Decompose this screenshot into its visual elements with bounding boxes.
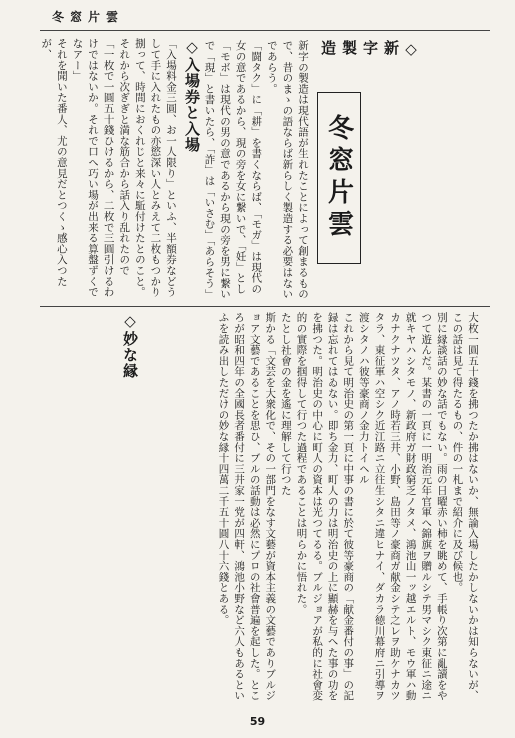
section-heading-ticket: ◇入場券と入場 — [183, 38, 201, 153]
article-title: 冬窓片雲 — [317, 92, 361, 264]
document-page: 冬窓片雲 冬窓片雲 ◇新字製造 新字の製造は現代語が生れたことによって創まるもので、昔のまゝの語ならば新らしく製造する必要はないであらう。 「闘タク」に「耕」を書くならば、「モガ」は現代の女の意であるから、現の旁を女に繋いで、「妊」とし「モボ」は現代の男の意であるから現の旁を男に繋いで「現」と書いたら、「詐」は「いさむ」「あらそう」 ◇入場券と入場 「入場料金三圓、お一人限り」といふ、半額券などうして手に入れたもの亦慾深い人とみえて二枚もつかり捌って、時間におくれじと来々に駈付けたとのこと。それから次ぎぎと満な筋合から話入り乱れたので 「一枚で一圓五十錢ひけるから、二枚で三圓引けるわけではないか。それで口へ巧い場が出来る算盤ずくでなアー」 それを聞いた番人、尤の意見だとつくゝ感心入つたが、 ◇妙な縁 大枚一圓五十錢を拂つたか拂はないか、無論入場したかしないかは知らないが、この話は見て得たるもの、件の一札まで紹介に及び候也。 別に縁談話の妙な話でもない。雨の日曜赤い柿を眺めて、手帳り次第に亂讀をやつて遊んだ。某書の一頁に一明治元年官軍へ錦旗ヲ贈ルシテ男マシク東征ニ途ニ就キヤハシタモノ、新政府ガ財政窮乏ノタメ、鴻池山一ッ越エルト、モウ軍ハ動カナクナツタ、アノ時若三井、小野、島田等ノ豪商ガ献金シテ之レヲ助ケナカツタラ、東征軍ハ空シク近江路ニ立往生シタニ違ヒナイ、ダカラ徳川幕府ニ引導ヲ渡シタノハ彼等豪商ノ金力トイヘル これから見て明治史の第一頁に中事の書に於て彼等豪商の「献金番付の事」の記録は忘れてはゐない。即ち金力、町人の力は明治史の上に顯赫を与へた事の功をを拂つた。明治史の中心に町人の資本は光つてるる。ブルジョアが私的に社會変的の實際を掴得して行つた過程であることは明らかに悟れた。 たとし社會の金を遙に理解して行つた 斯かる「文芸を大衆化で、その一部門をなす文藝が資本主義の文藝でありブルジョア文藝であることを思ひ、ブルの話動は必然にプロの社會普遍を起した。ところが昭和四年の全國長者番付に三井家一党が四軒、鴻池小野など六人もあるといふを読み出しただけの妙な縁十四萬二千五十圓八十六錢とある。 59 — [0, 0, 515, 738]
section-heading-strange-tie: ◇妙な縁 — [121, 312, 139, 379]
header-rule — [40, 30, 490, 31]
section-body-new-characters: 新字の製造は現代語が生れたことによって創まるもので、昔のまゝの語ならば新らしく製造する必要はないであらう。 「闘タク」に「耕」を書くならば、「モガ」は現代の女の意であるから、現の旁を女に繋いで、「妊」とし「モボ」は現代の男の意であるから現の旁を男に繋いで「現」と書いたら、「詐」は「いさむ」「あらそう」 — [203, 40, 309, 300]
section-body-ticket: 「入場料金三圓、お一人限り」といふ、半額券などうして手に入れたもの亦慾深い人とみえて二枚もつかり捌って、時間におくれじと来々に駈付けたとのこと。それから次ぎぎと満な筋合から話入り乱れたので 「一枚で一圓五十錢ひけるから、二枚で三圓引けるわけではないか。それで口へ巧い場が出来る算盤ずくでなアー」 それを聞いた番人、尤の意見だとつくゝ感心入つたが、 — [40, 38, 177, 298]
column-rule — [40, 306, 490, 307]
page-number: 59 — [249, 715, 266, 728]
running-title: 冬窓片雲 — [52, 10, 125, 24]
section-body-strange-tie: 大枚一圓五十錢を拂つたか拂はないか、無論入場したかしないかは知らないが、この話は見て得たるもの、件の一札まで紹介に及び候也。 別に縁談話の妙な話でもない。雨の日曜赤い柿を眺めて、手帳り次第に亂讀をやつて遊んだ。某書の一頁に一明治元年官軍へ錦旗ヲ贈ルシテ男マシク東征ニ途ニ就キヤハシタモノ、新政府ガ財政窮乏ノタメ、鴻池山一ッ越エルト、モウ軍ハ動カナクナツタ、アノ時若三井、小野、島田等ノ豪商ガ献金シテ之レヲ助ケナカツタラ、東征軍ハ空シク近江路ニ立往生シタニ違ヒナイ、ダカラ徳川幕府ニ引導ヲ渡シタノハ彼等豪商ノ金力トイヘル これから見て明治史の第一頁に中事の書に於て彼等豪商の「献金番付の事」の記録は忘れてはゐない。即ち金力、町人の力は明治史の上に顯赫を与へた事の功をを拂つた。明治史の中心に町人の資本は光つてるる。ブルジョアが私的に社會変的の實際を掴得して行つた過程であることは明らかに悟れた。 たとし社會の金を遙に理解して行つた 斯かる「文芸を大衆化で、その一部門をなす文藝が資本主義の文藝でありブルジョア文藝であることを思ひ、ブルの話動は必然にプロの社會普遍を起した。ところが昭和四年の全國長者番付に三井家一党が四軒、鴻池小野など六人もあるといふを読み出しただけの妙な縁十四萬二千五十圓八十六錢とある。 — [217, 312, 479, 701]
